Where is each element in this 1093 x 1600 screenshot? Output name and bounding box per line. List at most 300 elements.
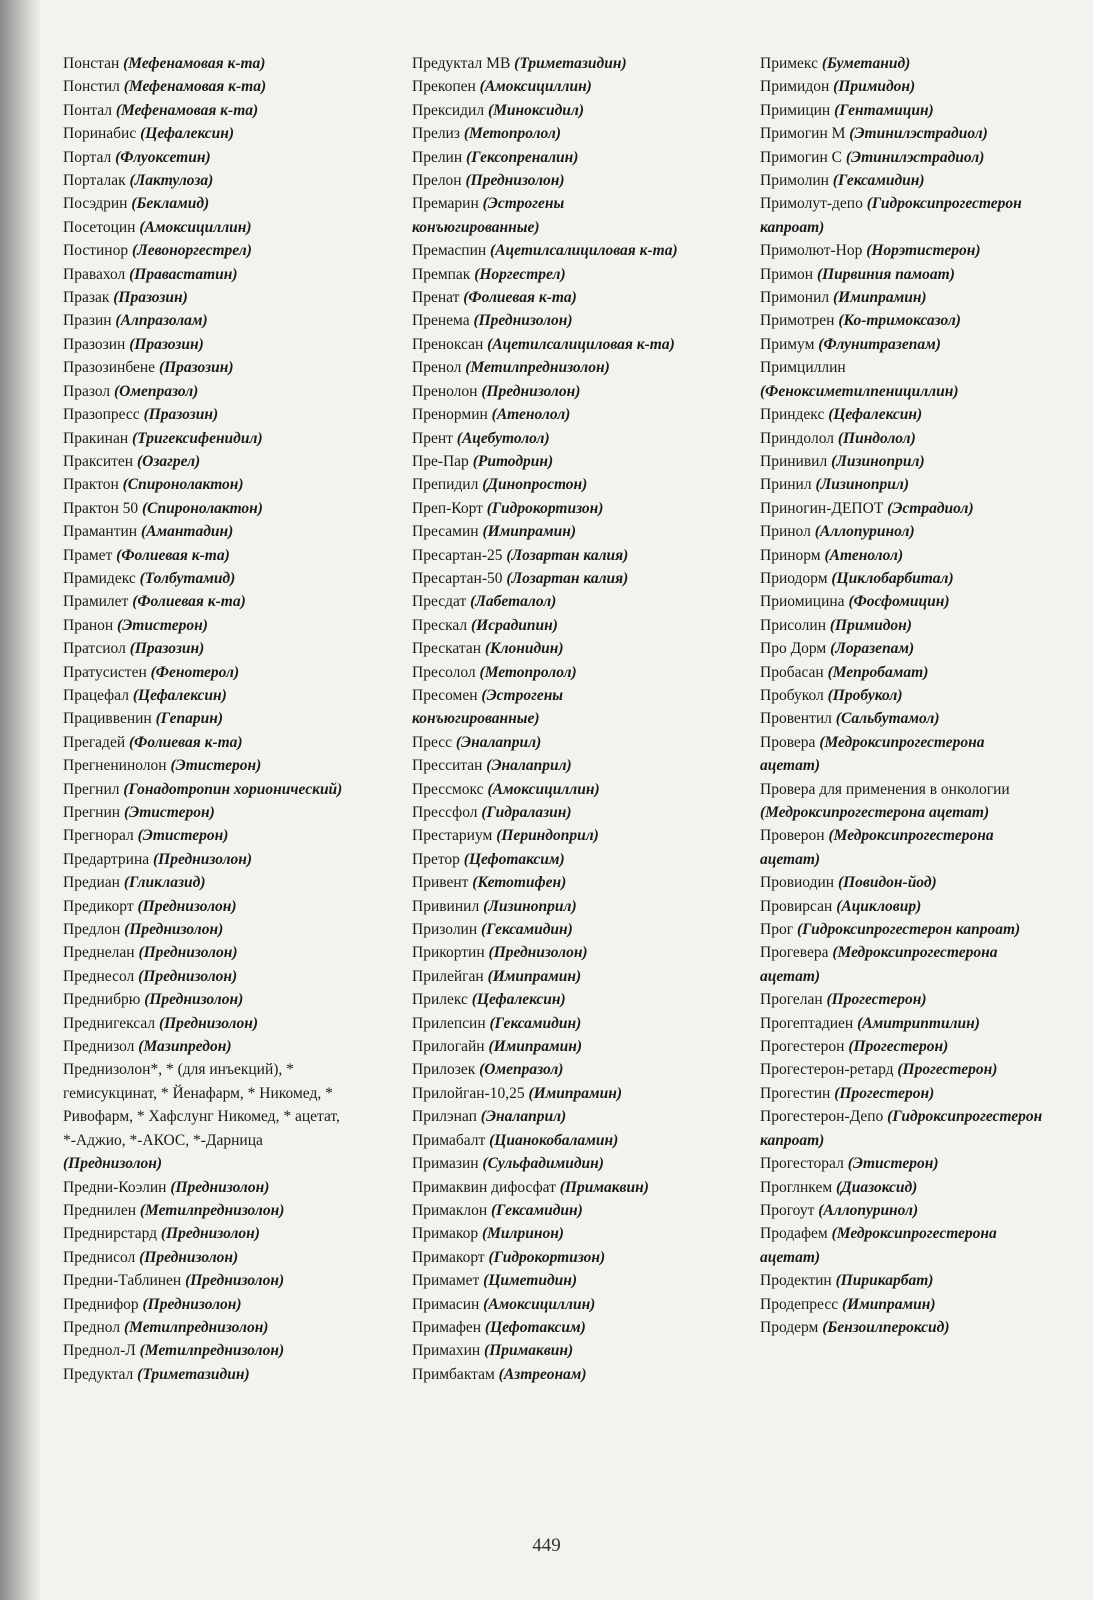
trade-name: Поринабис — [63, 125, 137, 143]
generic-name: (Гидроксипрогестерон капроат) — [760, 195, 1022, 236]
trade-name: Примциллин — [760, 359, 846, 377]
generic-name: (Празозин) — [143, 406, 219, 424]
trade-name: Празол — [63, 382, 111, 400]
generic-name: (Амоксициллин) — [487, 780, 600, 798]
drug-entry — [412, 965, 692, 988]
drug-entry — [63, 380, 353, 403]
generic-name: (Триметазидин) — [137, 1365, 250, 1383]
generic-name: (Прогестерон) — [848, 1038, 949, 1056]
generic-name: (Гонадотропин хорионический) — [123, 780, 343, 798]
generic-name: (Мефенамовая к-та) — [115, 101, 259, 119]
drug-entry — [63, 988, 353, 1011]
generic-name: (Алпразолам) — [115, 312, 208, 330]
generic-name: (Левоноргестрел) — [131, 242, 252, 260]
generic-name: (Преднизолон) — [137, 897, 237, 915]
drug-entry — [412, 1176, 692, 1199]
generic-name: (Эналаприл) — [480, 1108, 567, 1126]
trade-name: Примолут-депо — [760, 195, 863, 213]
column-1 — [63, 52, 353, 1386]
drug-entry — [63, 590, 353, 613]
generic-name: (Преднизолон) — [124, 921, 224, 939]
generic-name: (Фолиевая к-та) — [463, 289, 577, 307]
generic-name: (Фенотерол) — [150, 663, 240, 681]
trade-name: Про Дорм — [760, 640, 827, 658]
generic-name: (Празозин) — [129, 640, 205, 658]
drug-entry — [412, 239, 692, 262]
generic-name: (Сальбутамол) — [835, 710, 940, 728]
drug-entry — [63, 848, 353, 871]
trade-name: Примамет — [412, 1272, 480, 1290]
trade-name: Пресситан — [412, 757, 483, 775]
generic-name: (Гексамидин) — [491, 1201, 583, 1219]
trade-name: Примум — [760, 335, 815, 353]
trade-name: Преднифор — [63, 1295, 139, 1313]
drug-entry — [412, 778, 692, 801]
generic-name: (Ацебутолол) — [456, 429, 550, 447]
generic-name: (Ацетилсалициловая к-та) — [487, 335, 675, 353]
generic-name: (Амантадин) — [140, 523, 234, 541]
drug-entry — [63, 333, 353, 356]
trade-name: Преднесол — [63, 967, 135, 985]
trade-name: Примафен — [412, 1318, 482, 1336]
trade-name: Понстил — [63, 78, 120, 96]
drug-entry — [760, 1058, 1045, 1081]
trade-name: Постинор — [63, 242, 129, 260]
trade-name: Прексидил — [412, 101, 485, 119]
trade-name: Призолин — [412, 921, 478, 939]
trade-name: Проверa — [760, 733, 816, 751]
generic-name: (Преднизолон) — [138, 944, 238, 962]
drug-entry — [412, 1316, 692, 1339]
generic-name: (Атенолол) — [491, 406, 571, 424]
generic-name: (Фолиевая к-та) — [116, 546, 230, 564]
drug-entry — [63, 801, 353, 824]
generic-name: (Этинилэстрадиол) — [845, 148, 985, 166]
trade-name: Прациввенин — [63, 710, 152, 728]
drug-entry — [412, 1152, 692, 1175]
trade-name: Прелиз — [412, 125, 460, 143]
drug-entry — [760, 239, 1045, 262]
trade-name: Принол — [760, 523, 811, 541]
trade-name: Принивил — [760, 452, 828, 470]
generic-name: (Омепразол) — [479, 1061, 564, 1079]
drug-entry — [412, 146, 692, 169]
trade-name: Преднизол — [63, 1038, 135, 1056]
trade-name: Прилозек — [412, 1061, 476, 1079]
drug-entry — [412, 333, 692, 356]
generic-name: (Преднизолон) — [465, 172, 565, 190]
generic-name: (Норэтистерон) — [866, 242, 981, 260]
generic-name: (Гексопреналин) — [466, 148, 579, 166]
trade-name: Преднелан — [63, 944, 135, 962]
trade-name: Предуктал МВ — [412, 55, 511, 72]
trade-name: Прескатан — [412, 640, 482, 658]
drug-entry — [63, 1222, 353, 1245]
drug-entry — [760, 122, 1045, 145]
trade-name: Пракситен — [63, 452, 134, 470]
trade-name: Примаклон — [412, 1201, 488, 1219]
trade-name: Працефал — [63, 686, 129, 704]
trade-name: Пренол — [412, 359, 462, 377]
trade-name: Продафем — [760, 1225, 828, 1243]
generic-name: (Спиронолактон) — [142, 499, 263, 517]
generic-name: (Сульфадимидин) — [482, 1155, 604, 1173]
generic-name: (Эстрадиол) — [887, 499, 974, 517]
generic-name: (Преднизолон) — [138, 967, 238, 985]
trade-name: Преднол-Л — [63, 1342, 136, 1360]
drug-entry — [412, 1035, 692, 1058]
drug-entry — [760, 661, 1045, 684]
trade-name: Примакорт — [412, 1248, 485, 1266]
generic-name: (Гексамидин) — [489, 1014, 582, 1032]
drug-entry — [63, 473, 353, 496]
trade-name: Пресартан-25 — [412, 546, 503, 564]
generic-name: (Фолиевая к-та) — [132, 593, 246, 611]
trade-name: Преднигексал — [63, 1014, 156, 1032]
trade-name: Преднол — [63, 1318, 121, 1336]
trade-name: Примидон — [760, 78, 830, 96]
generic-name: (Клонидин) — [484, 640, 564, 658]
generic-name: (Ритодрин) — [472, 452, 554, 470]
drug-entry — [63, 146, 353, 169]
generic-name: (Бекламид) — [131, 195, 210, 213]
trade-name: Прогоут — [760, 1201, 815, 1219]
generic-name: (Пирикарбат) — [835, 1272, 934, 1290]
generic-name: (Циклобарбитал) — [831, 569, 954, 587]
trade-name: Примаквин дифосфат — [412, 1178, 556, 1196]
trade-name: Пренема — [412, 312, 470, 330]
generic-name: (Кетотифен) — [472, 874, 567, 892]
drug-entry — [63, 427, 353, 450]
generic-name: (Гидроксипрогестерон капроат) — [760, 1108, 1043, 1149]
generic-name: (Метопролол) — [479, 663, 577, 681]
generic-name: (Преднизолон) — [158, 1014, 259, 1032]
trade-name: Премпак — [412, 265, 471, 283]
generic-name: (Имипрамин) — [841, 1295, 936, 1313]
trade-name: Празопресс — [63, 406, 140, 424]
trade-name: Понстан — [63, 55, 120, 72]
trade-name: Прессфол — [412, 804, 478, 821]
drug-entry — [760, 450, 1045, 473]
generic-name: (Метопролол) — [463, 125, 562, 143]
drug-entry — [63, 1058, 353, 1175]
drug-entry — [412, 309, 692, 332]
trade-name: Принорм — [760, 546, 821, 564]
drug-entry — [63, 965, 353, 988]
drug-entry — [63, 684, 353, 707]
trade-name: Пресдат — [412, 593, 467, 611]
generic-name: (Мефенамовая к-та) — [123, 55, 266, 72]
trade-name: Прилогайн — [412, 1038, 485, 1056]
drug-entry — [63, 1316, 353, 1339]
drug-entry — [63, 520, 353, 543]
trade-name: Пресолол — [412, 663, 476, 681]
generic-name: (Буметанид) — [821, 55, 911, 72]
trade-name: Продектин — [760, 1272, 832, 1290]
trade-name: Приндекс — [760, 406, 825, 424]
generic-name: (Миноксидил) — [487, 101, 585, 119]
drug-entry — [760, 684, 1045, 707]
trade-name: Приомицина — [760, 593, 845, 611]
trade-name: Пренат — [412, 289, 460, 307]
drug-entry — [760, 309, 1045, 332]
drug-entry — [63, 918, 353, 941]
generic-name: (Лизиноприл) — [815, 476, 909, 494]
trade-name: Приодорм — [760, 569, 828, 587]
drug-entry — [760, 988, 1045, 1011]
generic-name: (Гидроксипрогестерон капроат) — [796, 921, 1021, 939]
drug-entry — [412, 1012, 692, 1035]
generic-name: (Гликлазид) — [123, 874, 206, 892]
trade-name: Принил — [760, 476, 812, 494]
trade-name: Пренолон — [412, 382, 478, 400]
drug-entry — [63, 1012, 353, 1035]
generic-name: (Эналаприл) — [486, 757, 572, 775]
drug-entry — [63, 122, 353, 145]
drug-entry — [63, 614, 353, 637]
trade-name: Практон 50 — [63, 499, 139, 517]
generic-name: (Феноксиметилпенициллин) — [760, 382, 959, 400]
trade-name: Предуктал — [63, 1365, 134, 1383]
trade-name: Примасин — [412, 1295, 480, 1313]
drug-entry — [760, 52, 1045, 75]
drug-entry — [760, 75, 1045, 98]
generic-name: (Гидралазин) — [481, 804, 572, 821]
generic-name: (Празозин) — [113, 289, 188, 307]
generic-name: (Преднизолон) — [63, 1155, 163, 1173]
drug-entry — [760, 146, 1045, 169]
drug-entry — [760, 895, 1045, 918]
trade-name: Приндолол — [760, 429, 834, 447]
generic-name: (Преднизолон) — [142, 1295, 242, 1313]
generic-name: (Амитриптилин) — [857, 1014, 980, 1032]
drug-entry — [760, 614, 1045, 637]
trade-name: Прелон — [412, 172, 462, 190]
generic-name: (Цефалексин) — [471, 991, 566, 1009]
generic-name: (Этистерон) — [137, 827, 229, 845]
drug-entry — [412, 427, 692, 450]
generic-name: (Толбутамид) — [139, 569, 236, 587]
generic-name: (Примидон) — [829, 616, 912, 634]
generic-name: (Метилпреднизолон) — [123, 1318, 269, 1336]
drug-entry — [63, 263, 353, 286]
generic-name: (Эналаприл) — [455, 733, 542, 751]
drug-entry — [760, 169, 1045, 192]
trade-name: Прогестерон-ретард — [760, 1061, 894, 1079]
trade-name: Прескал — [412, 616, 468, 634]
drug-entry — [412, 1129, 692, 1152]
generic-name: (Амоксициллин) — [483, 1295, 596, 1313]
drug-entry — [412, 1222, 692, 1245]
drug-entry — [63, 1293, 353, 1316]
drug-entry — [63, 731, 353, 754]
drug-entry — [760, 871, 1045, 894]
generic-name: (Фолиевая к-та) — [129, 733, 243, 751]
generic-name: (Цефалексин) — [828, 406, 923, 424]
trade-name: Празин — [63, 312, 112, 330]
drug-entry — [412, 450, 692, 473]
drug-entry — [412, 263, 692, 286]
trade-name: Прог — [760, 921, 794, 939]
generic-name: (Преднизолон) — [185, 1272, 285, 1290]
generic-name: (Преднизолон) — [473, 312, 573, 330]
drug-entry — [760, 286, 1045, 309]
drug-entry — [412, 637, 692, 660]
page-number: 449 — [532, 1535, 561, 1556]
generic-name: (Лабеталол) — [470, 593, 557, 611]
drug-entry — [63, 52, 353, 75]
trade-name: Преноксан — [412, 335, 484, 353]
drug-entry — [412, 941, 692, 964]
drug-entry — [412, 380, 692, 403]
generic-name: (Примаквин) — [559, 1178, 649, 1196]
trade-name: Прегнил — [63, 780, 120, 798]
generic-name: (Медроксипрогестерона ацетат) — [760, 733, 985, 775]
generic-name: (Этинилэстрадиол) — [849, 125, 988, 143]
drug-entry — [412, 1082, 692, 1105]
drug-entry — [412, 590, 692, 613]
trade-name: Провера для применения в онкологии — [760, 780, 1010, 798]
generic-name: (Этистерон) — [123, 804, 215, 821]
trade-name: Преп-Корт — [412, 499, 483, 517]
trade-name: Пресс — [412, 733, 452, 751]
trade-name: Предиан — [63, 874, 120, 892]
generic-name: (Этистерон) — [847, 1155, 939, 1173]
drug-entry — [63, 637, 353, 660]
generic-name: (Прогестерон) — [897, 1061, 998, 1079]
generic-name: (Флуоксетин) — [115, 148, 211, 166]
drug-entry — [760, 707, 1045, 730]
trade-name: Примогин М — [760, 125, 846, 143]
generic-name: (Аллопуринол) — [818, 1201, 919, 1219]
trade-name: Прессмокс — [412, 780, 484, 798]
generic-name: (Метилпреднизолон) — [139, 1342, 285, 1360]
trade-name: Преднисол — [63, 1248, 136, 1266]
trade-name: Пресамин — [412, 523, 479, 541]
generic-name: (Метилпреднизолон) — [139, 1201, 285, 1219]
generic-name: (Прогестерон) — [826, 991, 927, 1009]
trade-name: Прогелан — [760, 991, 823, 1009]
drug-entry — [63, 309, 353, 332]
drug-entry — [760, 544, 1045, 567]
generic-name: (Периндоприл) — [496, 827, 599, 845]
generic-name: (Ко-тримоксазол) — [838, 312, 961, 330]
trade-name: Прилекс — [412, 991, 468, 1009]
drug-entry — [760, 1316, 1045, 1339]
drug-entry — [760, 263, 1045, 286]
trade-name: Продерм — [760, 1318, 819, 1336]
trade-name: Примабалт — [412, 1131, 486, 1149]
drug-entry — [412, 801, 692, 824]
drug-entry — [412, 122, 692, 145]
trade-name: Прилойган-10,25 — [412, 1084, 525, 1102]
drug-entry — [760, 1105, 1045, 1152]
generic-name: (Примидон) — [833, 78, 916, 96]
generic-name: (Амоксициллин) — [139, 218, 252, 236]
drug-entry — [63, 1176, 353, 1199]
drug-entry — [412, 848, 692, 871]
trade-name: Провентил — [760, 710, 832, 728]
trade-name: Претор — [412, 850, 460, 868]
generic-name: (Метилпреднизолон) — [465, 359, 610, 377]
generic-name: (Преднизолон) — [139, 1248, 239, 1266]
drug-entry — [412, 473, 692, 496]
generic-name: (Пирвиния памоат) — [816, 265, 955, 283]
generic-name: (Спиронолактон) — [122, 476, 244, 494]
trade-name: Прогестерон — [760, 1038, 845, 1056]
drug-entry — [412, 614, 692, 637]
trade-name: Привинил — [412, 897, 480, 915]
trade-name: Примогин С — [760, 148, 842, 166]
trade-name: Понтал — [63, 101, 112, 119]
drug-entry — [760, 1035, 1045, 1058]
generic-name: (Преднизолон) — [481, 382, 581, 400]
generic-name: (Лизиноприл) — [831, 452, 925, 470]
drug-entry — [63, 754, 353, 777]
generic-name: (Этистерон) — [170, 757, 262, 775]
drug-entry — [412, 1246, 692, 1269]
trade-name: Празозинбене — [63, 359, 156, 377]
drug-entry — [760, 918, 1045, 941]
generic-name: (Медроксипрогестерона ацетат) — [760, 827, 994, 868]
drug-entry — [63, 450, 353, 473]
trade-name: Пре-Пар — [412, 452, 469, 470]
drug-entry — [63, 1035, 353, 1058]
trade-name: Празак — [63, 289, 110, 307]
generic-name: (Прогестерон) — [834, 1084, 935, 1102]
generic-name: (Циметидин) — [483, 1272, 578, 1290]
trade-name: Прогесторал — [760, 1155, 844, 1173]
trade-name: Предлон — [63, 921, 121, 939]
trade-name: Прикортин — [412, 944, 485, 962]
generic-name: (Озагрел) — [136, 452, 201, 470]
drug-entry — [760, 99, 1045, 122]
generic-name: (Флунитразепам) — [818, 335, 941, 353]
drug-entry — [760, 824, 1045, 871]
generic-name: (Цефалексин) — [140, 125, 235, 143]
trade-name: Прегнин — [63, 804, 121, 821]
generic-name: (Пробукол) — [827, 686, 903, 704]
generic-name: (Имипрамин) — [833, 289, 927, 307]
trade-name: Практон — [63, 476, 119, 494]
trade-name: Преднибрю — [63, 991, 141, 1009]
drug-entry — [412, 918, 692, 941]
drug-entry — [412, 1339, 692, 1362]
drug-entry — [760, 1222, 1045, 1269]
trade-name: Премарин — [412, 195, 479, 213]
generic-name: (Гексамидин) — [832, 172, 925, 190]
trade-name: Примолют-Нор — [760, 242, 863, 260]
drug-entry — [412, 988, 692, 1011]
trade-name: Предни-Таблинен — [63, 1272, 182, 1290]
drug-entry — [63, 1363, 353, 1386]
drug-entry — [412, 1105, 692, 1128]
trade-name: Примотрен — [760, 312, 835, 330]
generic-name: (Триметазидин) — [514, 55, 627, 72]
drug-entry — [412, 192, 692, 239]
trade-name: Прекопен — [412, 78, 476, 96]
generic-name: (Аллопуринол) — [814, 523, 915, 541]
generic-name: (Амоксициллин) — [479, 78, 592, 96]
trade-name: Премаспин — [412, 242, 487, 260]
drug-entry — [412, 75, 692, 98]
drug-entry — [63, 895, 353, 918]
trade-name: Пробукол — [760, 686, 824, 704]
generic-name: (Бензоилпероксид) — [822, 1318, 950, 1336]
drug-entry — [63, 75, 353, 98]
trade-name: Примбактам — [412, 1365, 495, 1383]
generic-name: (Цефотаксим) — [463, 850, 565, 868]
